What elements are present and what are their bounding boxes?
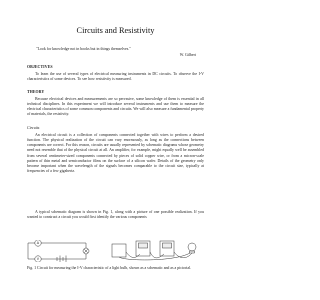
epigraph-quote: "Look for knowledge not in books but in things themselves." <box>36 47 131 51</box>
theory-paragraph <box>27 97 204 118</box>
circuits-subheading: Circuits <box>27 126 40 130</box>
light-bulb <box>188 243 196 251</box>
epigraph <box>36 47 196 58</box>
circuits-paragraph-2 <box>27 210 204 220</box>
circuits-paragraph-1 <box>27 133 204 174</box>
voltmeter-label: V <box>36 257 39 261</box>
epigraph-author: W. Gilbert <box>179 52 196 57</box>
figure-1-drawing <box>24 240 207 262</box>
circuits-text-1: An electrical circuit is a collection of components connected together with wires to perform a desired function. The physical realization of the circuit can vary enormously, as long as the connections between components are correct. For this reason, circuits are usually represented by schematic diagrams whose geometry need not resemble that of the physical circuit at all. An amplifier, for example, might equally well be assembled from several centimeter-sized components connected by pieces of solid copper wire, or from a micron-scale pattern of thin metal and semiconductor films on the surface of a silicon wafer. Details of the geometry only become important when the wavelength of the signals becomes comparable to the circuit size, typically at frequencies of a few gigahertz. <box>27 133 204 174</box>
bulb-base <box>190 251 195 253</box>
ammeter-label: A <box>36 241 39 245</box>
pictorial-circuit <box>112 241 196 260</box>
objectives-paragraph <box>27 72 204 82</box>
figure-1 <box>24 240 207 262</box>
figure-caption: Fig. 1 Circuit for measuring the I-V characteristic of a light bulb, shown as a schematic and as a pictorial. <box>27 266 192 270</box>
pictorial-wires <box>119 252 192 260</box>
page-title: Circuits and Resistivity <box>76 26 155 35</box>
power-supply <box>112 244 126 257</box>
theory-heading: THEORY <box>27 90 45 94</box>
theory-text: Because electrical devices and measurements are so pervasive, some knowledge of them is essential in all technical disciplines. In this experiment we will introduce several instruments and use them to measure the electrical characteristics of some common components and circuits. We will also measure a fundamental property of materials, the resistivity. <box>27 97 204 117</box>
objectives-text: To learn the use of several types of electrical measuring instruments in DC circuits. To observe the I-V characteristics of some devices. To see how resistivity is measured. <box>27 72 204 82</box>
objectives-heading: OBJECTIVES <box>27 65 53 69</box>
voltmeter-display <box>163 243 172 248</box>
circuits-text-2: A typical schematic diagram is shown in Fig. 1, along with a picture of one possible realization. If you wanted to construct a circuit you would first identify the various components <box>27 210 204 220</box>
ammeter-display <box>139 243 148 248</box>
